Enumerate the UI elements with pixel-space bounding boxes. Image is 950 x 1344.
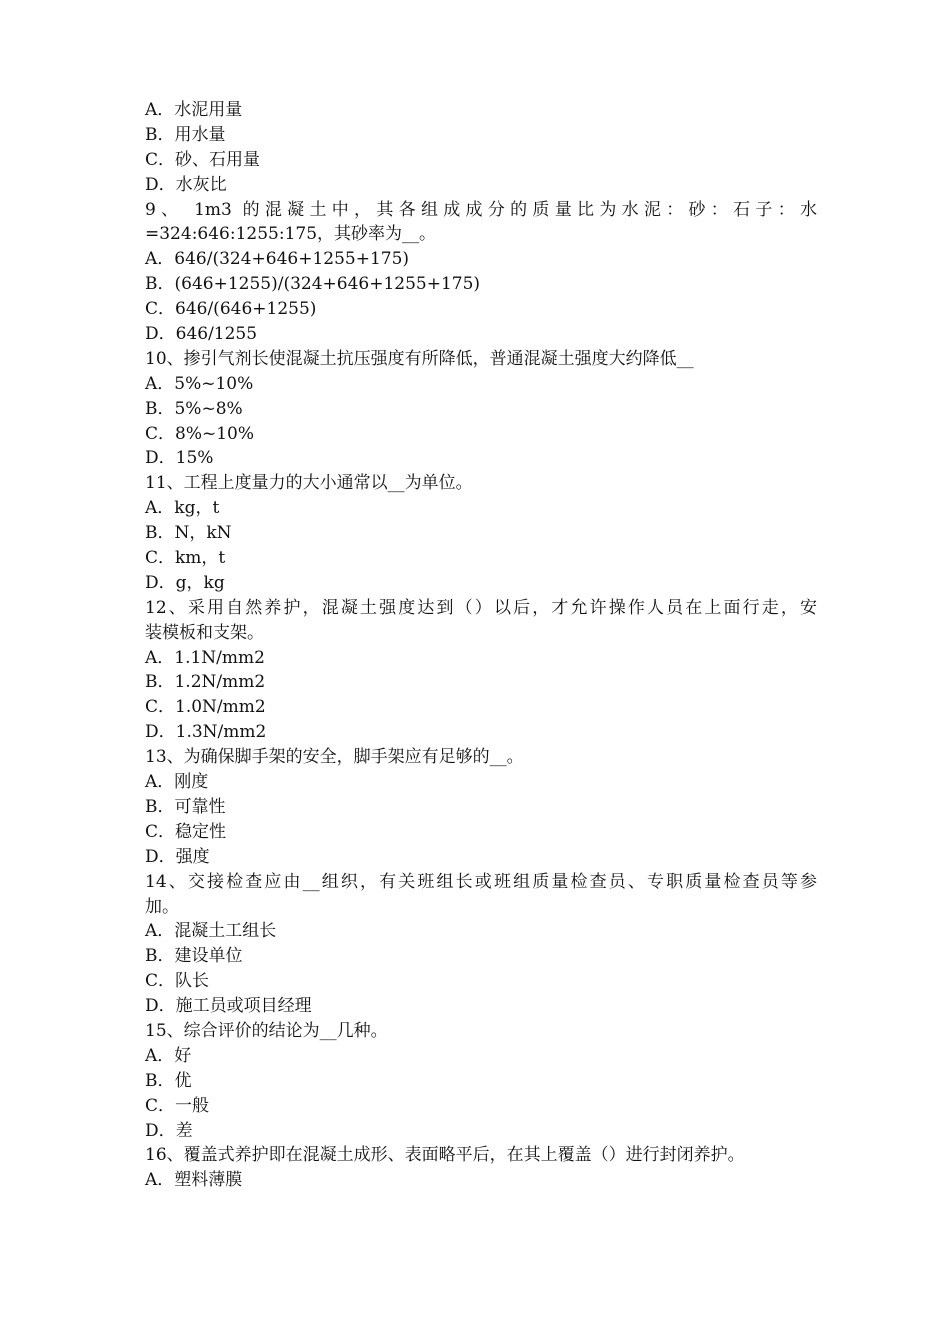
option-line: A．kg，t xyxy=(145,498,220,519)
option-line: B．1.2N/mm2 xyxy=(145,672,266,693)
option-line: D．1.3N/mm2 xyxy=(145,722,267,743)
option-line: D．646/1255 xyxy=(145,324,258,345)
option-line: A．1.1N/mm2 xyxy=(145,647,265,668)
question-12-line-1: 12、采用自然养护，混凝土强度达到（）以后，才允许操作人员在上面行走，安 xyxy=(145,597,817,618)
option-line: C．km，t xyxy=(145,548,226,569)
option-line: A．5%~10% xyxy=(145,373,254,394)
option-line: A．好 xyxy=(145,1045,192,1066)
option-line: D．水灰比 xyxy=(145,174,227,195)
option-line: B．用水量 xyxy=(145,124,226,145)
option-line: A．混凝土工组长 xyxy=(145,921,277,942)
question-16: 16、覆盖式养护即在混凝土成形、表面略平后，在其上覆盖（）进行封闭养护。 xyxy=(145,1145,745,1166)
option-line: C．646/(646+1255) xyxy=(145,299,317,320)
option-line: B．N，kN xyxy=(145,523,232,544)
option-line: C．1.0N/mm2 xyxy=(145,697,266,718)
option-line: B．可靠性 xyxy=(145,796,226,817)
question-14-line-1: 14、交接检查应由__组织，有关班组长或班组质量检查员、专职质量检查员等参 xyxy=(145,871,817,892)
option-line: A．刚度 xyxy=(145,772,209,793)
option-line: D．15% xyxy=(145,448,214,469)
question-9-line-1: 9、 1m3 的混凝土中，其各组成成分的质量比为水泥：砂：石子：水 xyxy=(145,199,817,220)
question-15: 15、综合评价的结论为__几种。 xyxy=(145,1020,388,1041)
option-line: C．8%~10% xyxy=(145,423,255,444)
option-line: D．差 xyxy=(145,1120,193,1141)
option-line: B．(646+1255)/(324+646+1255+175) xyxy=(145,274,481,295)
option-line: D．g，kg xyxy=(145,572,225,593)
question-11: 11、工程上度量力的大小通常以__为单位。 xyxy=(145,473,473,494)
question-10: 10、掺引气剂长使混凝土抗压强度有所降低，普通混凝土强度大约降低__ xyxy=(145,348,694,369)
option-line: A．水泥用量 xyxy=(145,100,243,120)
option-line: C．稳定性 xyxy=(145,821,227,842)
option-line: C．一般 xyxy=(145,1095,210,1116)
option-line: D．强度 xyxy=(145,846,210,867)
option-line: B．5%~8% xyxy=(145,398,243,419)
question-9-line-2: =324:646:1255:175，其砂率为__。 xyxy=(145,224,437,245)
option-line: C．砂、石用量 xyxy=(145,149,261,170)
question-13: 13、为确保脚手架的安全，脚手架应有足够的__。 xyxy=(145,747,524,768)
document-body xyxy=(145,98,817,1193)
question-12-line-2: 装模板和支架。 xyxy=(145,622,264,643)
option-line: B．建设单位 xyxy=(145,946,243,967)
option-line: A．塑料薄膜 xyxy=(145,1170,243,1191)
option-line: C．队长 xyxy=(145,971,210,992)
option-line: D．施工员或项目经理 xyxy=(145,996,312,1017)
option-line: B．优 xyxy=(145,1070,192,1091)
option-line: A．646/(324+646+1255+175) xyxy=(145,249,410,270)
question-14-line-2: 加。 xyxy=(145,896,179,917)
